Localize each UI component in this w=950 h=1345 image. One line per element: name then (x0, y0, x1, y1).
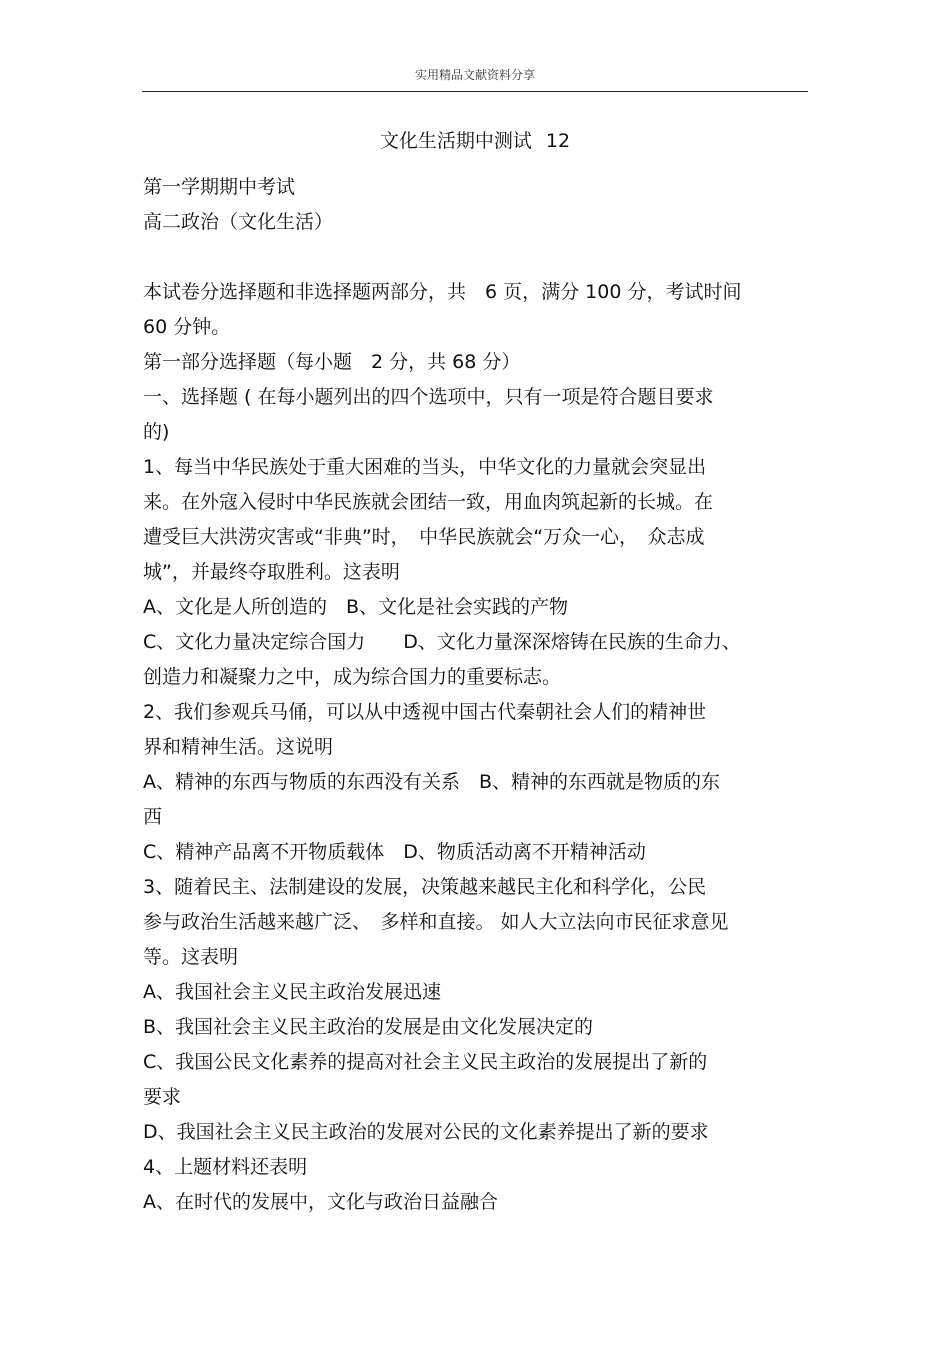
option-line: C、精神产品离不开物质载体 D、物质活动离不开精神活动 (143, 841, 646, 863)
question-text: 来。在外寇入侵时中华民族就会团结一致，用血肉筑起新的长城。在 (143, 491, 714, 513)
text-line: 第一学期期中考试 (143, 176, 296, 198)
document-body (143, 170, 807, 1220)
option-line: C、文化力量决定综合国力 D、文化力量深深熔铸在民族的生命力、 (143, 631, 741, 653)
option-line: A、精神的东西与物质的东西没有关系 B、精神的东西就是物质的东 (143, 771, 721, 793)
page-header: 实用精品文献资料分享 (414, 68, 535, 82)
document-title (0, 128, 950, 154)
question-text: 3、随着民主、法制建设的发展，决策越来越民主化和科学化，公民 (143, 876, 707, 898)
option-line: 西 (143, 806, 163, 828)
option-line: A、我国社会主义民主政治发展迅速 (143, 981, 441, 1003)
question-text: 2、我们参观兵马俑，可以从中透视中国古代秦朝社会人们的精神世 (143, 701, 707, 723)
question-text: 1、每当中华民族处于重大困难的当头，中华文化的力量就会突显出 (143, 456, 707, 478)
text-line: 高二政治（文化生活） (143, 211, 334, 233)
option-line: A、文化是人所创造的 B、文化是社会实践的产物 (143, 596, 569, 618)
question-text: 界和精神生活。这说明 (143, 736, 334, 758)
header-rule (142, 91, 808, 92)
option-line: 创造力和凝聚力之中，成为综合国力的重要标志。 (143, 666, 562, 688)
text-line: 一、选择题 ( 在每小题列出的四个选项中，只有一项是符合题目要求 (143, 386, 714, 408)
question-text: 遭受巨大洪涝灾害或“非典”时， 中华民族就会“万众一心， 众志成 (143, 526, 705, 548)
text-line: 的) (143, 421, 170, 443)
question-text: 4、上题材料还表明 (143, 1156, 308, 1178)
text-line: 本试卷分选择题和非选择题两部分，共 6 页，满分 100 分，考试时间 (143, 281, 742, 303)
option-line: D、我国社会主义民主政治的发展对公民的文化素养提出了新的要求 (143, 1121, 709, 1143)
question-text: 参与政治生活越来越广泛、 多样和直接。 如人大立法向市民征求意见 (143, 911, 729, 933)
text-line: 60 分钟。 (143, 316, 231, 338)
title-text: 文化生活期中测试 (379, 130, 532, 152)
option-line: 要求 (143, 1086, 182, 1108)
question-text: 等。这表明 (143, 946, 239, 968)
title-number: 12 (545, 130, 571, 152)
question-text: 城”，并最终夺取胜利。这表明 (143, 561, 400, 583)
option-line: B、我国社会主义民主政治的发展是由文化发展决定的 (143, 1016, 594, 1038)
option-line: C、我国公民文化素养的提高对社会主义民主政治的发展提出了新的 (143, 1051, 708, 1073)
blank-line (143, 240, 807, 275)
section-heading: 第一部分选择题（每小题 2 分，共 68 分） (143, 351, 521, 373)
option-line: A、在时代的发展中，文化与政治日益融合 (143, 1191, 498, 1213)
